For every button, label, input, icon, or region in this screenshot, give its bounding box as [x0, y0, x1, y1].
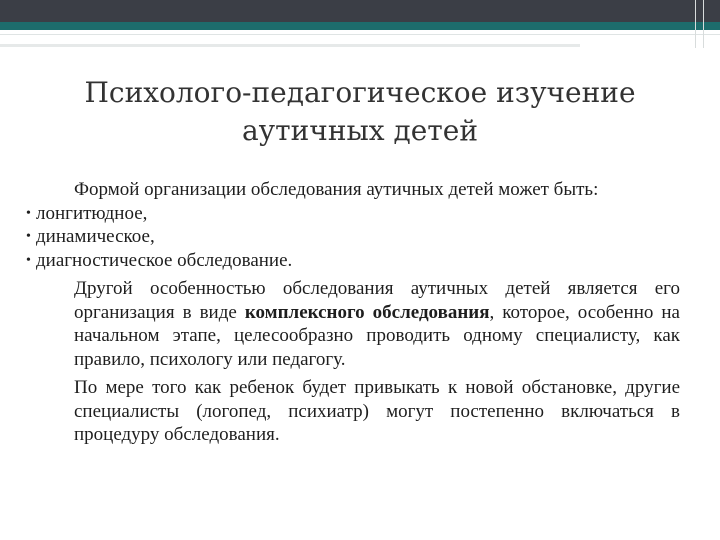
bullet-icon: •	[26, 229, 31, 244]
bullet-text: динамическое,	[36, 226, 155, 247]
paragraph-text: , которое, особенно на начальном этапе, целесообразно проводить одному специалисту, как правило, психологу или педагогу.	[74, 301, 680, 370]
intro-paragraph: Формой организации обследования аутичных детей может быть:	[74, 179, 599, 200]
emphasis-text: комплексного обследования	[244, 301, 490, 323]
paragraph-text: Другой особенностью обследования аутичных детей является его организация в виде	[74, 278, 680, 323]
bullet-item	[20, 225, 680, 249]
bullet-text: лонгитюдное,	[36, 202, 148, 224]
bullet-item	[20, 202, 680, 226]
adaptation-paragraph: По мере того как ребенок будет привыкать к новой обстановке, другие специалисты (логопед, психиатр) могут постепенно включаться в процедуру обследования.	[74, 377, 680, 445]
bullet-text: диагностическое обследование.	[36, 249, 293, 271]
slide-top-bar	[0, 0, 720, 22]
bullet-icon: •	[26, 205, 31, 221]
bullet-item	[20, 249, 680, 273]
slide-body	[20, 178, 680, 447]
title-line-2: аутичных детей	[241, 114, 478, 147]
title-line-1: Психолого-педагогическое изучение	[84, 76, 636, 109]
organization-paragraph	[20, 277, 680, 371]
slide-title	[40, 74, 680, 150]
decor-vertical-line	[695, 0, 696, 48]
decor-vertical-line	[703, 0, 704, 48]
slide-accent-band	[0, 22, 720, 30]
decor-line	[0, 44, 580, 47]
decor-line	[0, 34, 720, 35]
bullet-icon: •	[26, 252, 31, 268]
